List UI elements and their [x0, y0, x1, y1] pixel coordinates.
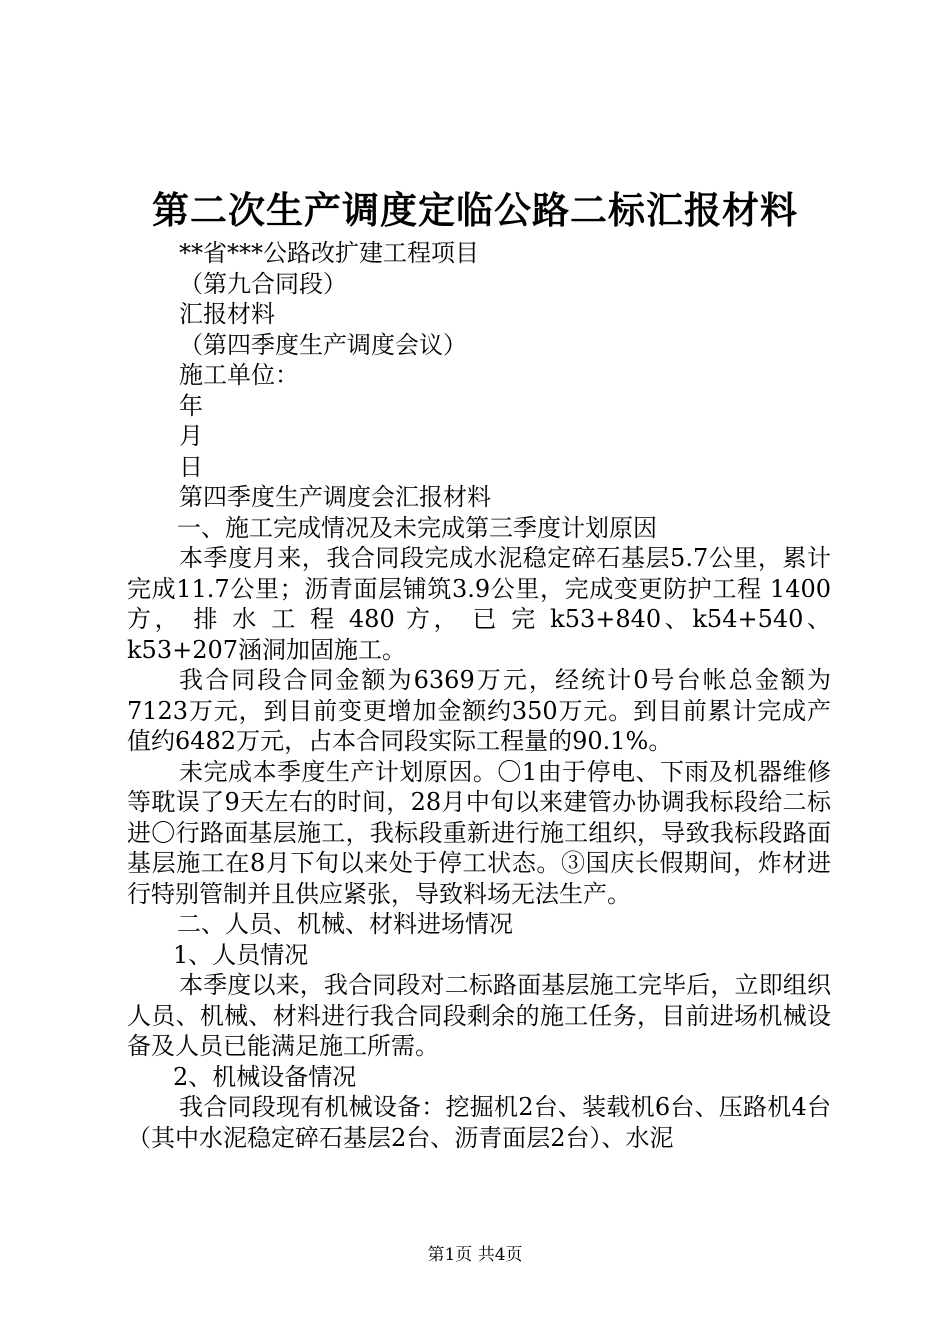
cover-unit: 施工单位： [179, 361, 299, 389]
page-footer: 第1页 共4页 [427, 1245, 523, 1265]
section-heading-1: 一、施工完成情况及未完成第三季度计划原因 [177, 513, 657, 542]
paragraph-incomplete-reasons: 未完成本季度生产计划原因。〇1由于停电、下雨及机器维修等耽误了9天左右的时间，28月中旬以来建管办协调我标段给二标进〇行路面基层施工，我标段重新进行施工组织，导致我标段路面基层施工在8月下旬以来处于停工状态。③国庆长假期间，炸材进行特别管制并且供应紧张，导致料场无法生产。 [127, 757, 831, 908]
cover-report: 汇报材料 [179, 300, 275, 328]
cover-meeting: （第四季度生产调度会议） [179, 330, 467, 359]
cover-section: （第九合同段） [179, 269, 347, 298]
cover-month: 月 [179, 422, 203, 450]
cover-project: **省***公路改扩建工程项目 [179, 239, 479, 267]
document-title: 第二次生产调度定临公路二标汇报材料 [152, 188, 798, 232]
paragraph-completion: 本季度月来，我合同段完成水泥稳定碎石基层5.7公里，累计完成11.7公里；沥青面层铺筑3.9公里，完成变更防护工程 1400 方， 排 水 工 程 480 方， 已 完 k53+840、k54+540、k53+207涵洞加固施工。 [127, 544, 831, 664]
section-heading-2: 二、人员、机械、材料进场情况 [177, 910, 513, 938]
paragraph-machinery: 我合同段现有机械设备：挖掘机2台、装载机6台、压路机4台（其中水泥稳定碎石基层2台、沥青面层2台）、水泥 [127, 1093, 831, 1152]
cover-day: 日 [179, 452, 203, 481]
subheading-machinery: 2、机械设备情况 [173, 1062, 357, 1091]
document-body [127, 238, 831, 1153]
paragraph-personnel: 本季度以来，我合同段对二标路面基层施工完毕后，立即组织人员、机械、材料进行我合同段剩余的施工任务，目前进场机械设备及人员已能满足施工所需。 [127, 971, 831, 1060]
paragraph-contract-amount: 我合同段合同金额为6369万元，经统计0号台帐总金额为7123万元，到目前变更增加金额约350万元。到目前累计完成产值约6482万元，占本合同段实际工程量的90.1%。 [127, 666, 831, 755]
cover-year: 年 [179, 391, 203, 420]
subheading-personnel: 1、人员情况 [173, 940, 309, 969]
document-subtitle: 第四季度生产调度会汇报材料 [179, 483, 491, 511]
